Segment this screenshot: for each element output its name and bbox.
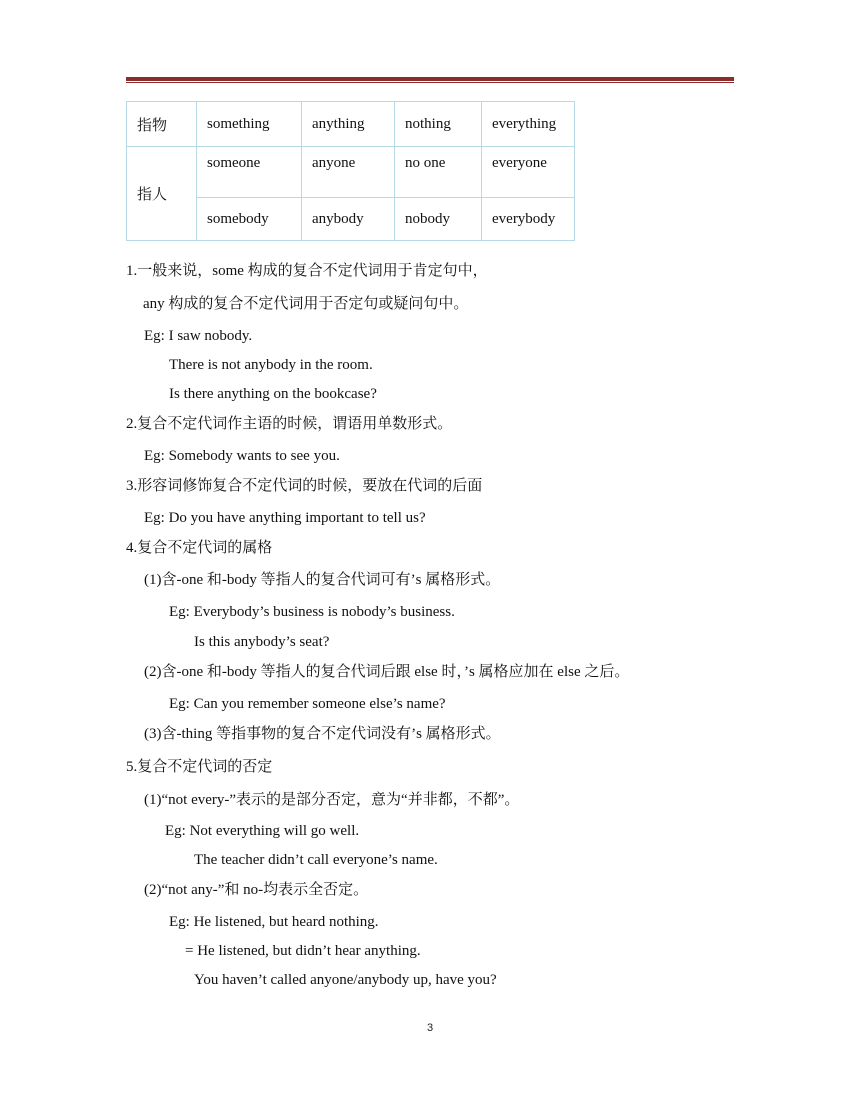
rule-heading: 1.一般来说，some 构成的复合不定代词用于肯定句中， xyxy=(126,263,488,279)
example-text: Eg: Do you have anything important to tell us? xyxy=(144,510,426,526)
example-text: Eg: Everybody’s business is nobody’s business. xyxy=(169,604,455,620)
example-text: The teacher didn’t call everyone’s name. xyxy=(194,852,438,868)
sub-rule: (1)“not every-”表示的是部分否定，意为“并非都，不都”。 xyxy=(144,792,520,808)
sub-rule: (3)含-thing 等指事物的复合不定代词没有’s 属格形式。 xyxy=(144,726,501,742)
table-cell: nobody xyxy=(395,198,482,241)
body-text: any 构成的复合不定代词用于否定句或疑问句中。 xyxy=(143,296,469,312)
table-cell: everyone xyxy=(482,147,575,198)
table-cell: nothing xyxy=(395,102,482,147)
table-cell: anybody xyxy=(302,198,395,241)
rule-heading: 2.复合不定代词作主语的时候，谓语用单数形式。 xyxy=(126,416,453,432)
example-text: Is this anybody’s seat? xyxy=(194,634,330,650)
example-text: There is not anybody in the room. xyxy=(169,357,373,373)
sub-rule: (2)“not any-”和 no-均表示全否定。 xyxy=(144,882,369,898)
table-cell: 指物 xyxy=(127,102,197,147)
table-cell: 指人 xyxy=(127,147,197,241)
table-cell: something xyxy=(197,102,302,147)
table-cell: no one xyxy=(395,147,482,198)
example-text: Eg: Can you remember someone else’s name? xyxy=(169,696,446,712)
example-text: You haven’t called anyone/anybody up, have you? xyxy=(194,972,497,988)
sub-rule: (1)含-one 和-body 等指人的复合代词可有’s 属格形式。 xyxy=(144,572,501,588)
rule-heading: 5.复合不定代词的否定 xyxy=(126,759,273,775)
table-cell: somebody xyxy=(197,198,302,241)
table-row xyxy=(127,147,575,198)
table-cell: everything xyxy=(482,102,575,147)
header-rule xyxy=(126,77,734,81)
sub-rule: (2)含-one 和-body 等指人的复合代词后跟 else 时，’s 属格应加在 else 之后。 xyxy=(144,664,630,680)
example-text: Eg: Somebody wants to see you. xyxy=(144,448,340,464)
example-text: Eg: I saw nobody. xyxy=(144,328,253,344)
example-text: Eg: He listened, but heard nothing. xyxy=(169,914,379,930)
example-text: Eg: Not everything will go well. xyxy=(165,823,360,839)
table-cell: someone xyxy=(197,147,302,198)
rule-heading: 4.复合不定代词的属格 xyxy=(126,540,273,556)
example-text: = He listened, but didn’t hear anything. xyxy=(185,943,421,959)
table-row xyxy=(127,102,575,147)
example-text: Is there anything on the bookcase? xyxy=(169,386,377,402)
page-number: 3 xyxy=(426,1022,434,1034)
header-rule-thin xyxy=(126,82,734,83)
table-cell: everybody xyxy=(482,198,575,241)
table-cell: anyone xyxy=(302,147,395,198)
pronoun-table xyxy=(126,101,575,241)
table-cell: anything xyxy=(302,102,395,147)
rule-heading: 3.形容词修饰复合不定代词的时候，要放在代词的后面 xyxy=(126,478,483,494)
